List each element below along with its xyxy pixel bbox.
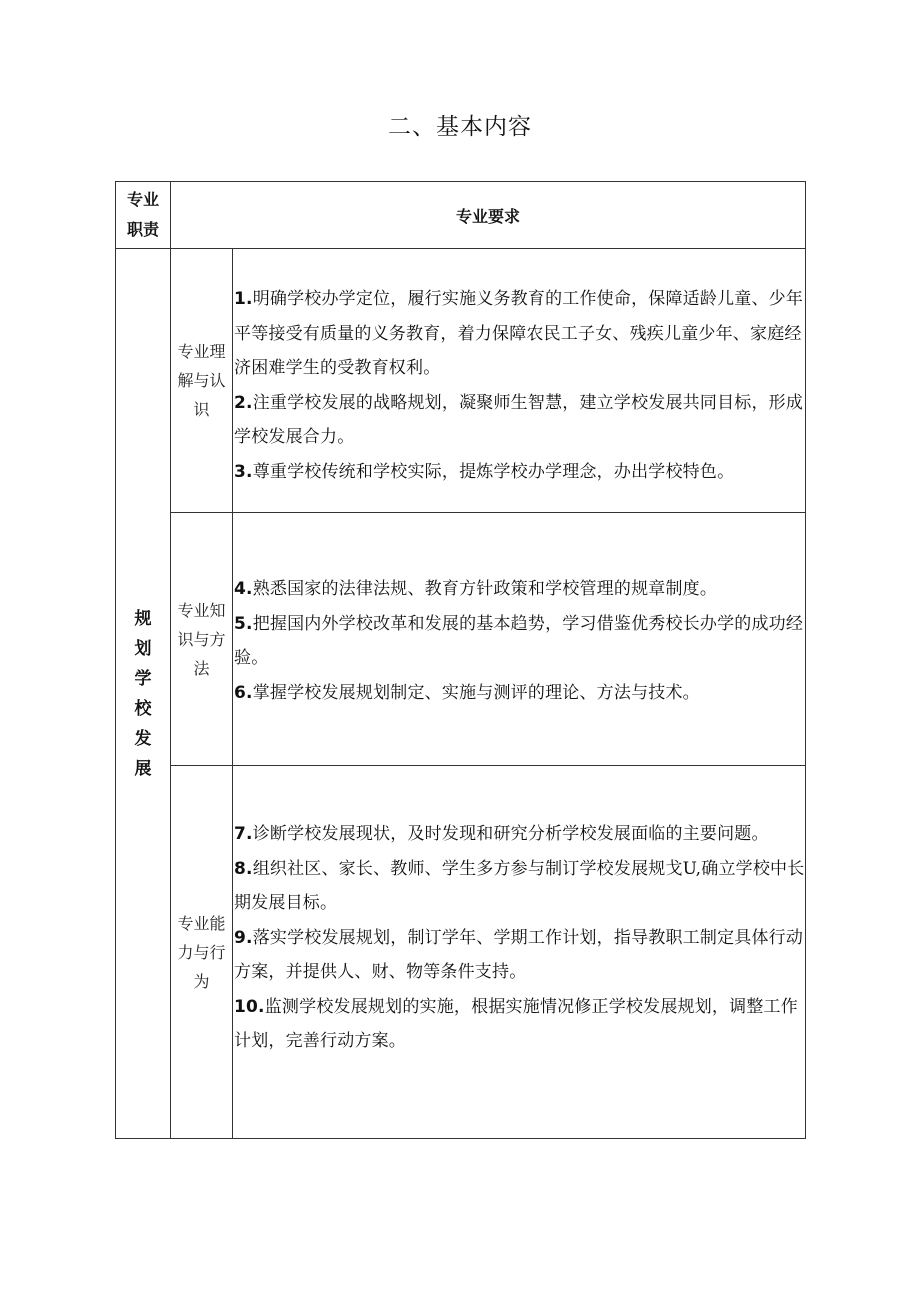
requirement-number: 7. xyxy=(234,824,253,844)
requirement-number: 5. xyxy=(234,613,253,634)
table-border-bottom xyxy=(115,1138,806,1139)
row-divider-2 xyxy=(170,765,806,766)
requirement-number: 6. xyxy=(234,682,253,703)
requirement-item xyxy=(234,676,806,711)
requirement-item xyxy=(234,990,806,1059)
requirement-item xyxy=(234,607,806,676)
sub-category-2-line1: 专业知 xyxy=(177,600,226,620)
requirement-number: 10. xyxy=(234,996,265,1017)
requirement-text: 掌握学校发展规划制定、实施与测评的理论、方法与技术。 xyxy=(252,682,700,703)
header-duty-line2: 职责 xyxy=(126,220,159,239)
requirement-number: 1. xyxy=(234,289,253,309)
sub-category-label-3 xyxy=(177,909,225,996)
sub-category-2-line3: 法 xyxy=(193,658,210,678)
requirements-block-1 xyxy=(234,282,806,489)
requirement-text: 注重学校发展的战略规划，凝聚师生智慧，建立学校发展共同目标，形成学校发展合力。 xyxy=(234,392,804,447)
sub-category-1-line1: 专业理 xyxy=(177,342,226,361)
requirements-block-2 xyxy=(234,572,806,710)
duty-label: 规划学校发展 xyxy=(134,608,152,779)
header-requirements-label: 专业要求 xyxy=(455,206,520,226)
sub-column-divider xyxy=(232,248,233,1139)
requirement-text: 诊断学校发展现状，及时发现和研究分析学校发展面临的主要问题。 xyxy=(252,824,769,844)
requirement-text: 明确学校办学定位，履行实施义务教育的工作使命，保障适龄儿童、少年平等接受有质量的义务教育，着力保障农民工子女、残疾儿童少年、家庭经济困难学生的受教育权利。 xyxy=(234,289,804,378)
row-divider-1 xyxy=(170,512,806,513)
requirement-text: 组织社区、家长、教师、学生多方参与制订学校发展规戈U,确立学校中长期发展目标。 xyxy=(234,858,805,913)
sub-category-3-line1: 专业能 xyxy=(177,913,226,933)
header-requirements-cell xyxy=(171,182,805,248)
requirement-text: 监测学校发展规划的实施，根据实施情况修正学校发展规划，调整工作计划，完善行动方案。 xyxy=(234,996,798,1051)
requirement-item xyxy=(234,852,806,921)
sub-category-cell-3 xyxy=(171,766,232,1138)
requirement-item xyxy=(234,817,806,852)
sub-category-label-1 xyxy=(177,337,225,424)
requirement-text: 落实学校发展规划，制订学年、学期工作计划，指导教职工制定具体行动方案，并提供人、财、物等条件支持。 xyxy=(234,927,804,982)
requirement-number: 8. xyxy=(234,858,253,879)
duty-cell xyxy=(116,249,170,1138)
requirement-number: 2. xyxy=(234,392,253,413)
sub-category-1-line2: 解与认 xyxy=(177,371,226,390)
requirement-item xyxy=(234,921,806,990)
sub-category-cell-2 xyxy=(171,513,232,765)
sub-category-2-line2: 识与方 xyxy=(177,629,226,649)
requirement-number: 9. xyxy=(234,927,253,948)
header-duty-label xyxy=(123,185,163,245)
header-duty-cell xyxy=(116,182,170,248)
requirements-block-3 xyxy=(234,817,806,1059)
requirement-number: 4. xyxy=(234,579,253,599)
header-duty-line1: 专业 xyxy=(126,190,159,209)
sub-category-3-line3: 为 xyxy=(193,971,210,991)
requirement-number: 3. xyxy=(234,461,253,482)
sub-category-1-line3: 识 xyxy=(193,400,210,419)
requirement-item xyxy=(234,386,806,455)
sub-category-3-line2: 力与行 xyxy=(177,942,226,962)
requirement-text: 把握国内外学校改革和发展的基本趋势，学习借鉴优秀校长办学的成功经验。 xyxy=(234,613,804,668)
requirement-item xyxy=(234,572,806,607)
requirement-item xyxy=(234,455,806,490)
sub-category-cell-1 xyxy=(171,249,232,512)
requirement-text: 尊重学校传统和学校实际，提炼学校办学理念，办出学校特色。 xyxy=(252,461,735,482)
sub-category-label-2 xyxy=(177,596,225,683)
requirement-text: 熟悉国家的法律法规、教育方针政策和学校管理的规章制度。 xyxy=(252,579,718,599)
page-title: 二、基本内容 xyxy=(388,114,532,140)
requirement-item xyxy=(234,282,806,386)
